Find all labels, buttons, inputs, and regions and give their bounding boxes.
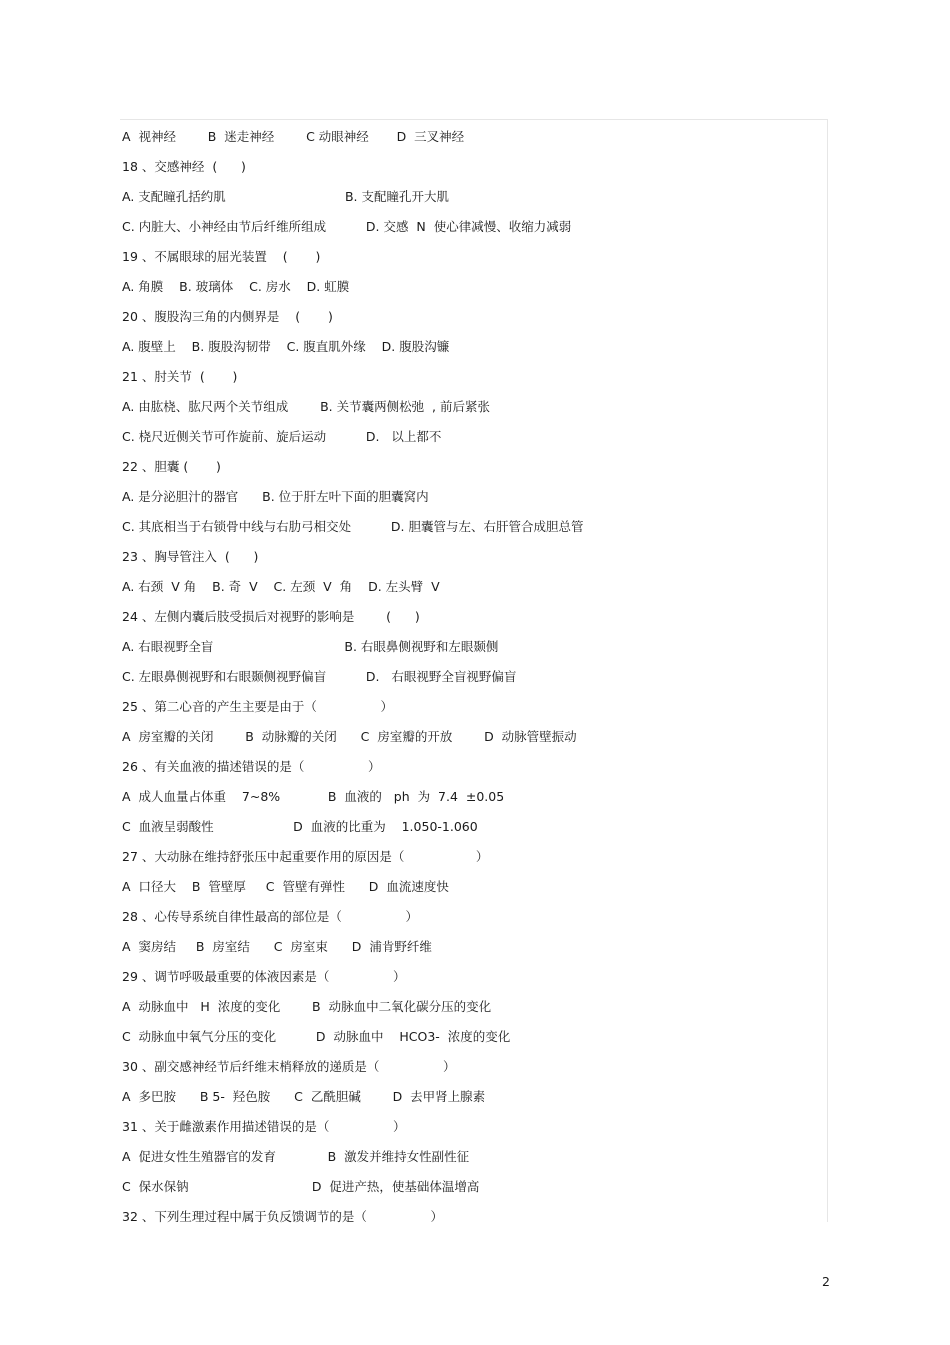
text-line: C 血液呈弱酸性 D 血液的比重为 1.050-1.060 xyxy=(122,819,478,834)
question-26: 26 、有关血液的描述错误的是（ ） xyxy=(122,759,381,774)
text-line: A. 角膜 B. 玻璃体 C. 房水 D. 虹膜 xyxy=(122,279,350,294)
text-line: A. 由肱桡、肱尺两个关节组成 B. 关节囊两侧松弛 , 前后紧张 xyxy=(122,399,490,414)
question-20: 20 、腹股沟三角的内侧界是 ( ) xyxy=(122,309,333,324)
text-line: A. 是分泌胆汁的器官 B. 位于肝左叶下面的胆囊窝内 xyxy=(122,489,429,504)
text-line: C 动脉血中氧气分压的变化 D 动脉血中 HCO3- 浓度的变化 xyxy=(122,1029,511,1044)
question-23: 23 、胸导管注入 ( ) xyxy=(122,549,259,564)
text-line: A 多巴胺 B 5- 羟色胺 C 乙酰胆碱 D 去甲肾上腺素 xyxy=(122,1089,486,1104)
text-line: A 视神经 B 迷走神经 C 动眼神经 D 三叉神经 xyxy=(122,129,465,144)
question-29: 29 、调节呼吸最重要的体液因素是（ ） xyxy=(122,969,406,984)
question-22: 22 、胆囊 ( ) xyxy=(122,459,221,474)
text-line: A. 右颈 V 角 B. 奇 V C. 左颈 V 角 D. 左头臂 V xyxy=(122,579,440,594)
question-21: 21 、肘关节 ( ) xyxy=(122,369,238,384)
text-line: A. 右眼视野全盲 B. 右眼鼻侧视野和左眼颞侧 xyxy=(122,639,499,654)
text-line: A 房室瓣的关闭 B 动脉瓣的关闭 C 房室瓣的开放 D 动脉管壁振动 xyxy=(122,729,577,744)
text-line: A 动脉血中 H 浓度的变化 B 动脉血中二氧化碳分压的变化 xyxy=(122,999,492,1014)
text-line: A 口径大 B 管壁厚 C 管壁有弹性 D 血流速度快 xyxy=(122,879,449,894)
text-line: C. 内脏大、小神经由节后纤维所组成 D. 交感 N 使心律减慢、收缩力减弱 xyxy=(122,219,572,234)
text-line: A. 腹壁上 B. 腹股沟韧带 C. 腹直肌外缘 D. 腹股沟镰 xyxy=(122,339,450,354)
question-18: 18 、交感神经 ( ) xyxy=(122,159,246,174)
text-line: A 成人血量占体重 7~8% B 血液的 ph 为 7.4 ±0.05 xyxy=(122,789,505,804)
text-line: C. 其底相当于右锁骨中线与右肋弓相交处 D. 胆囊管与左、右肝管合成胆总管 xyxy=(122,519,584,534)
question-32: 32 、下列生理过程中属于负反馈调节的是（ ） xyxy=(122,1209,443,1224)
text-line: C 保水保钠 D 促进产热，使基础体温增高 xyxy=(122,1179,480,1194)
question-27: 27 、大动脉在维持舒张压中起重要作用的原因是（ ） xyxy=(122,849,489,864)
question-25: 25 、第二心音的产生主要是由于（ ） xyxy=(122,699,393,714)
question-19: 19 、不属眼球的屈光装置 ( ) xyxy=(122,249,321,264)
page-number: 2 xyxy=(822,1274,830,1289)
document-body xyxy=(122,122,822,1232)
question-31: 31 、关于雌激素作用描述错误的是（ ） xyxy=(122,1119,406,1134)
text-line: A 促进女性生殖器官的发育 B 激发并维持女性副性征 xyxy=(122,1149,470,1164)
text-line: A 窦房结 B 房室结 C 房室束 D 浦肯野纤维 xyxy=(122,939,432,954)
text-line: C. 左眼鼻侧视野和右眼颞侧视野偏盲 D. 右眼视野全盲视野偏盲 xyxy=(122,669,517,684)
question-30: 30 、副交感神经节后纤维末梢释放的递质是（ ） xyxy=(122,1059,456,1074)
text-line: C. 桡尺近侧关节可作旋前、旋后运动 D. 以上都不 xyxy=(122,429,442,444)
text-line: A. 支配瞳孔括约肌 B. 支配瞳孔开大肌 xyxy=(122,189,450,204)
question-24: 24 、左侧内囊后肢受损后对视野的影响是 ( ) xyxy=(122,609,420,624)
question-28: 28 、心传导系统自律性最高的部位是（ ） xyxy=(122,909,418,924)
